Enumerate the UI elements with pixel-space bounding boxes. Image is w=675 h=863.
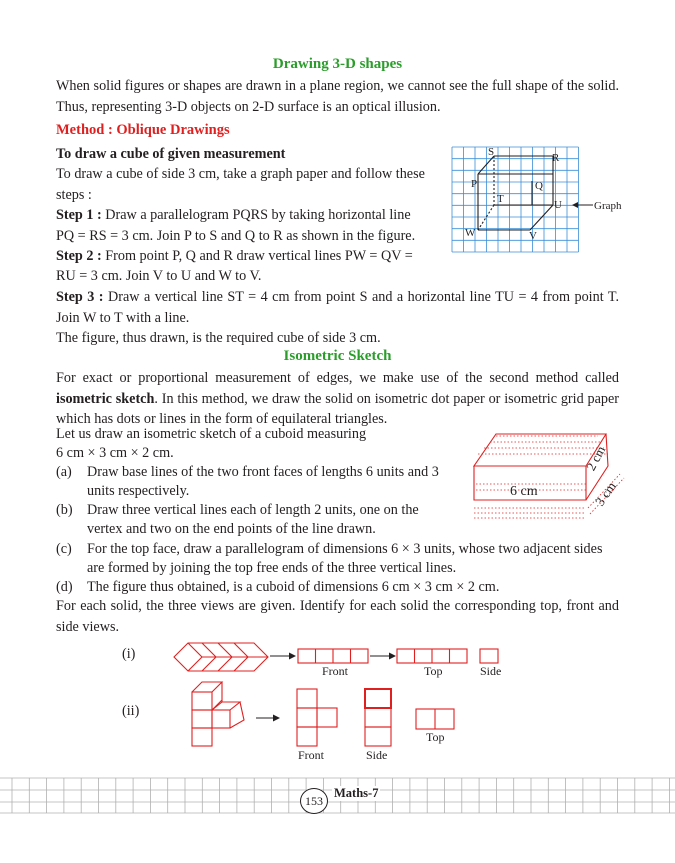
view-i-label-side: Side (480, 664, 502, 678)
view-i-side (479, 648, 499, 664)
item-b-line2: vertex and two on the end points of the line drawn. (87, 521, 376, 537)
front-diag (530, 205, 553, 230)
graph-cube-figure (452, 147, 582, 257)
item-b-marker: (b) (56, 502, 73, 518)
cube-subheading: To draw a cube of given measurement (56, 146, 286, 162)
iso-intro-a: For exact or proportional measurement of edges, we make use of the second method called (56, 370, 619, 386)
isometric-intro (56, 368, 619, 430)
item-a-marker: (a) (56, 464, 72, 480)
step3-text: Draw a vertical line ST = 4 cm from point S and a horizontal line TU = 4 from point T. Join W to T with a line. (56, 289, 619, 326)
page-number-badge: 153 (300, 788, 328, 814)
graph-arrow (572, 200, 594, 210)
iso-let-line2: 6 cm × 3 cm × 2 cm. (56, 445, 174, 461)
step2-text1: From point P, Q and R draw vertical lines PW = QV = (105, 248, 413, 264)
graph-point-u: U (554, 199, 562, 211)
iso-intro-b: . In this method, we draw the solid on isometric dot paper or isometric grid paper which has dots or lines in the form of equilateral triangles. (56, 390, 619, 427)
views-intro: For each solid, the three views are given. Identify for each solid the corresponding top, front and side views. (56, 598, 619, 635)
graph-point-s: S (488, 146, 495, 158)
iso-bold-term: isometric sketch (56, 390, 155, 407)
graph-point-v: V (529, 230, 537, 242)
step3-paragraph (56, 287, 619, 328)
view-ii-marker: (ii) (122, 703, 140, 719)
item-b-line1: Draw three vertical lines each of length 2 units, one on the (87, 502, 419, 518)
view-ii-solid (186, 676, 248, 748)
page-heading: Drawing 3-D shapes (272, 56, 403, 72)
iso-let-line1: Let us draw an isometric sketch of a cuboid measuring (56, 426, 367, 442)
step1-label: Step 1 : (56, 207, 102, 223)
item-d-line1: The figure thus obtained, is a cuboid of dimensions 6 cm × 3 cm × 2 cm. (87, 579, 500, 595)
step2-line1 (56, 246, 413, 266)
graph-point-q: Q (535, 180, 543, 192)
graph-point-w: W (465, 227, 476, 239)
step1-line2: PQ = RS = 3 cm. Join P to S and Q to R as shown in the figure. (56, 228, 416, 244)
view-i-arrow-2 (370, 650, 396, 662)
view-ii-front (296, 688, 338, 748)
cube-conclusion: The figure, thus drawn, is the required cube of side 3 cm. (56, 330, 381, 346)
cuboid-width-label: 3 cm (592, 478, 619, 509)
step1-line1 (56, 205, 411, 225)
cube-intro-line2: steps : (56, 187, 92, 203)
view-i-label-top: Top (424, 664, 443, 678)
item-c-line2: are formed by joining the top free ends of the three vertical lines. (87, 560, 457, 576)
view-i-top (396, 648, 468, 664)
item-a-line1: Draw base lines of the two front faces of lengths 6 units and 3 (87, 464, 439, 480)
view-i-solid (172, 640, 270, 674)
graph-point-p: P (471, 178, 478, 190)
graph-point-t: T (497, 193, 504, 205)
item-a-line2: units respectively. (87, 483, 190, 499)
item-c-line1: For the top face, draw a parallelogram of dimensions 6 × 3 units, whose two adjacent sides (87, 541, 603, 557)
hidden-diag (478, 205, 494, 230)
step1-text1: Draw a parallelogram PQRS by taking horizontal line (105, 207, 411, 223)
view-i-arrow-1 (270, 650, 296, 662)
intro-paragraph: When solid figures or shapes are drawn in a plane region, we cannot see the full shape of the solid. Thus, representing 3-D objects on 2-D surface is an optical illusion. (56, 78, 619, 115)
step2-line2: RU = 3 cm. Join V to U and W to V. (56, 268, 262, 284)
graph-label: Graph (594, 200, 622, 212)
method-heading: Method : Oblique Drawings (56, 122, 230, 138)
view-i-label-front: Front (322, 664, 349, 678)
view-i-front (297, 648, 369, 664)
item-c-marker: (c) (56, 541, 72, 557)
item-d-marker: (d) (56, 579, 73, 595)
isometric-heading: Isometric Sketch (283, 348, 392, 364)
footer-book-title: Maths-7 (334, 786, 379, 800)
view-ii-top (415, 708, 455, 730)
view-i-marker: (i) (122, 646, 136, 662)
cuboid-length-label: 6 cm (510, 484, 538, 499)
step2-label: Step 2 : (56, 248, 102, 264)
cube-intro-line1: To draw a cube of side 3 cm, take a graph paper and follow these (56, 166, 425, 182)
view-ii-side (364, 688, 392, 748)
view-ii-label-side: Side (366, 748, 388, 762)
graph-point-r: R (552, 152, 560, 164)
view-ii-label-front: Front (298, 748, 325, 762)
view-ii-label-top: Top (426, 730, 445, 744)
cuboid-height-label: 2 cm (583, 443, 609, 474)
step3-label: Step 3 : (56, 289, 104, 305)
view-ii-arrow (256, 712, 280, 724)
